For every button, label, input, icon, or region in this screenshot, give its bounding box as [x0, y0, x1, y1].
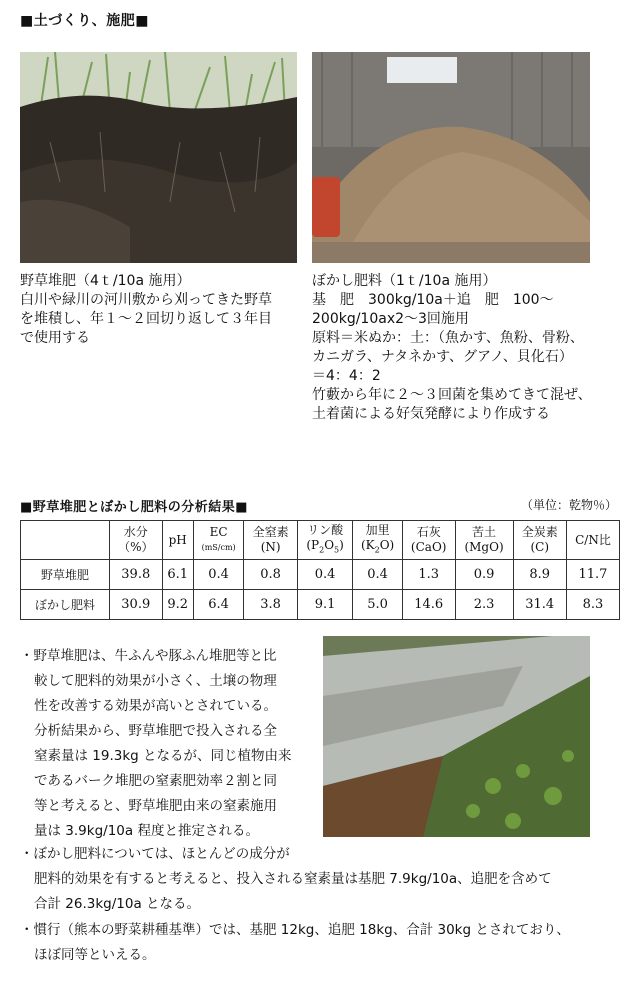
table-cell: 2.3 [455, 590, 513, 620]
note-line: ・野草堆肥は、牛ふんや豚ふん堆肥等と比 [20, 648, 277, 664]
table-cell: 6.1 [162, 560, 193, 590]
caption-line: で使用する [20, 330, 90, 346]
table-cell: 5.0 [353, 590, 402, 620]
header-cn-ratio: C/N比 [566, 521, 619, 560]
caption-line: を堆積し、年１～２回切り返して３年目 [20, 311, 272, 327]
note-line: 量は 3.9kg/10a 程度と推定される。 [34, 823, 259, 839]
table-cell: 11.7 [566, 560, 619, 590]
caption-line: 200kg/10ax2～3回施用 [312, 311, 469, 327]
caption-line: 白川や緑川の河川敷から刈ってきた野草 [20, 292, 272, 308]
header-phosphate: リン酸 $(P_2O_5)$ [297, 521, 353, 560]
table-cell: 0.8 [244, 560, 297, 590]
header-ph: pH [162, 521, 193, 560]
table-cell: 8.9 [513, 560, 566, 590]
table-cell: 8.3 [566, 590, 619, 620]
table-cell: 14.6 [402, 590, 455, 620]
header-magnesium: 苦土 (MgO) [455, 521, 513, 560]
table-cell: 9.2 [162, 590, 193, 620]
table-row [21, 560, 620, 590]
table-cell: 31.4 [513, 590, 566, 620]
table-header-row [21, 521, 620, 560]
note-line: 肥料的効果を有すると考えると、投入される窒素量は基肥 7.9kg/10a、追肥を含めて [34, 871, 552, 887]
caption-line: 原料＝米ぬか：土：（魚かす、魚粉、骨粉、 [312, 330, 584, 346]
note-line: 分析結果から、野草堆肥で投入される全 [34, 723, 277, 739]
caption-line: 土着菌による好気発酵により作成する [312, 406, 550, 422]
note-line: であるバーク堆肥の窒素肥効率２割と同 [34, 773, 277, 789]
table-cell: 1.3 [402, 560, 455, 590]
notes-paragraph-conventional [20, 918, 570, 968]
header-potassium: 加里 $(K_2O)$ [353, 521, 402, 560]
table-cell: 6.4 [193, 590, 244, 620]
note-line: 等と考えると、野草堆肥由来の窒素施用 [34, 798, 277, 814]
table-unit: （単位：乾物％） [520, 498, 617, 512]
notes-paragraph-wild-grass [20, 644, 292, 844]
caption-line: 基 肥 300kg/10a＋追 肥 100～ [312, 292, 554, 308]
header-total-nitrogen: 全窒素 (N) [244, 521, 297, 560]
covered-compost-pile-photo [323, 636, 590, 837]
table-title: ■野草堆肥とぼかし肥料の分析結果■ [20, 500, 249, 515]
header-blank [21, 521, 110, 560]
header-lime: 石灰 (CaO) [402, 521, 455, 560]
header-moisture: 水分 （%） [110, 521, 163, 560]
bokashi-fertilizer-photo [312, 52, 590, 263]
table-cell: 9.1 [297, 590, 353, 620]
caption-title: ぼかし肥料（1ｔ/10a 施用） [312, 273, 497, 289]
note-line: 合計 26.3kg/10a となる。 [34, 896, 201, 912]
bokashi-fertilizer-caption [312, 272, 592, 424]
header-total-carbon: 全炭素 (C) [513, 521, 566, 560]
caption-line: カニガラ、ナタネかす、グアノ、貝化石） [312, 349, 573, 365]
header-ec: EC (mS/cm) [193, 521, 244, 560]
note-line: 性を改善する効果が高いとされている。 [34, 698, 277, 714]
note-line: ・慣行（熊本の野菜耕種基準）では、基肥 12kg、追肥 18kg、合計 30kg とされており、 [20, 922, 570, 938]
table-cell: 30.9 [110, 590, 163, 620]
caption-title: 野草堆肥（4ｔ/10a 施用） [20, 273, 191, 289]
analysis-results-table [20, 520, 620, 620]
row-label: ぼかし肥料 [21, 590, 110, 620]
note-line: ほぼ同等といえる。 [34, 947, 156, 963]
caption-line: 竹藪から年に２～３回菌を集めてきて混ぜ、 [312, 387, 592, 403]
note-line: ・ぼかし肥料については、ほとんどの成分が [20, 846, 290, 862]
table-cell: 0.4 [193, 560, 244, 590]
notes-paragraph-bokashi [20, 842, 552, 917]
table-cell: 0.9 [455, 560, 513, 590]
note-line: 窒素量は 19.3kg となるが、同じ植物由来 [34, 748, 292, 764]
table-cell: 3.8 [244, 590, 297, 620]
wild-grass-compost-caption [20, 272, 272, 348]
table-cell: 0.4 [353, 560, 402, 590]
table-cell: 0.4 [297, 560, 353, 590]
table-row [21, 590, 620, 620]
note-line: 較して肥料的効果が小さく、土壌の物理 [34, 673, 277, 689]
section-title: ■土づくり、施肥■ [20, 13, 149, 29]
table-cell: 39.8 [110, 560, 163, 590]
row-label: 野草堆肥 [21, 560, 110, 590]
caption-line: ＝4：4：2 [312, 368, 381, 384]
wild-grass-compost-photo [20, 52, 297, 263]
